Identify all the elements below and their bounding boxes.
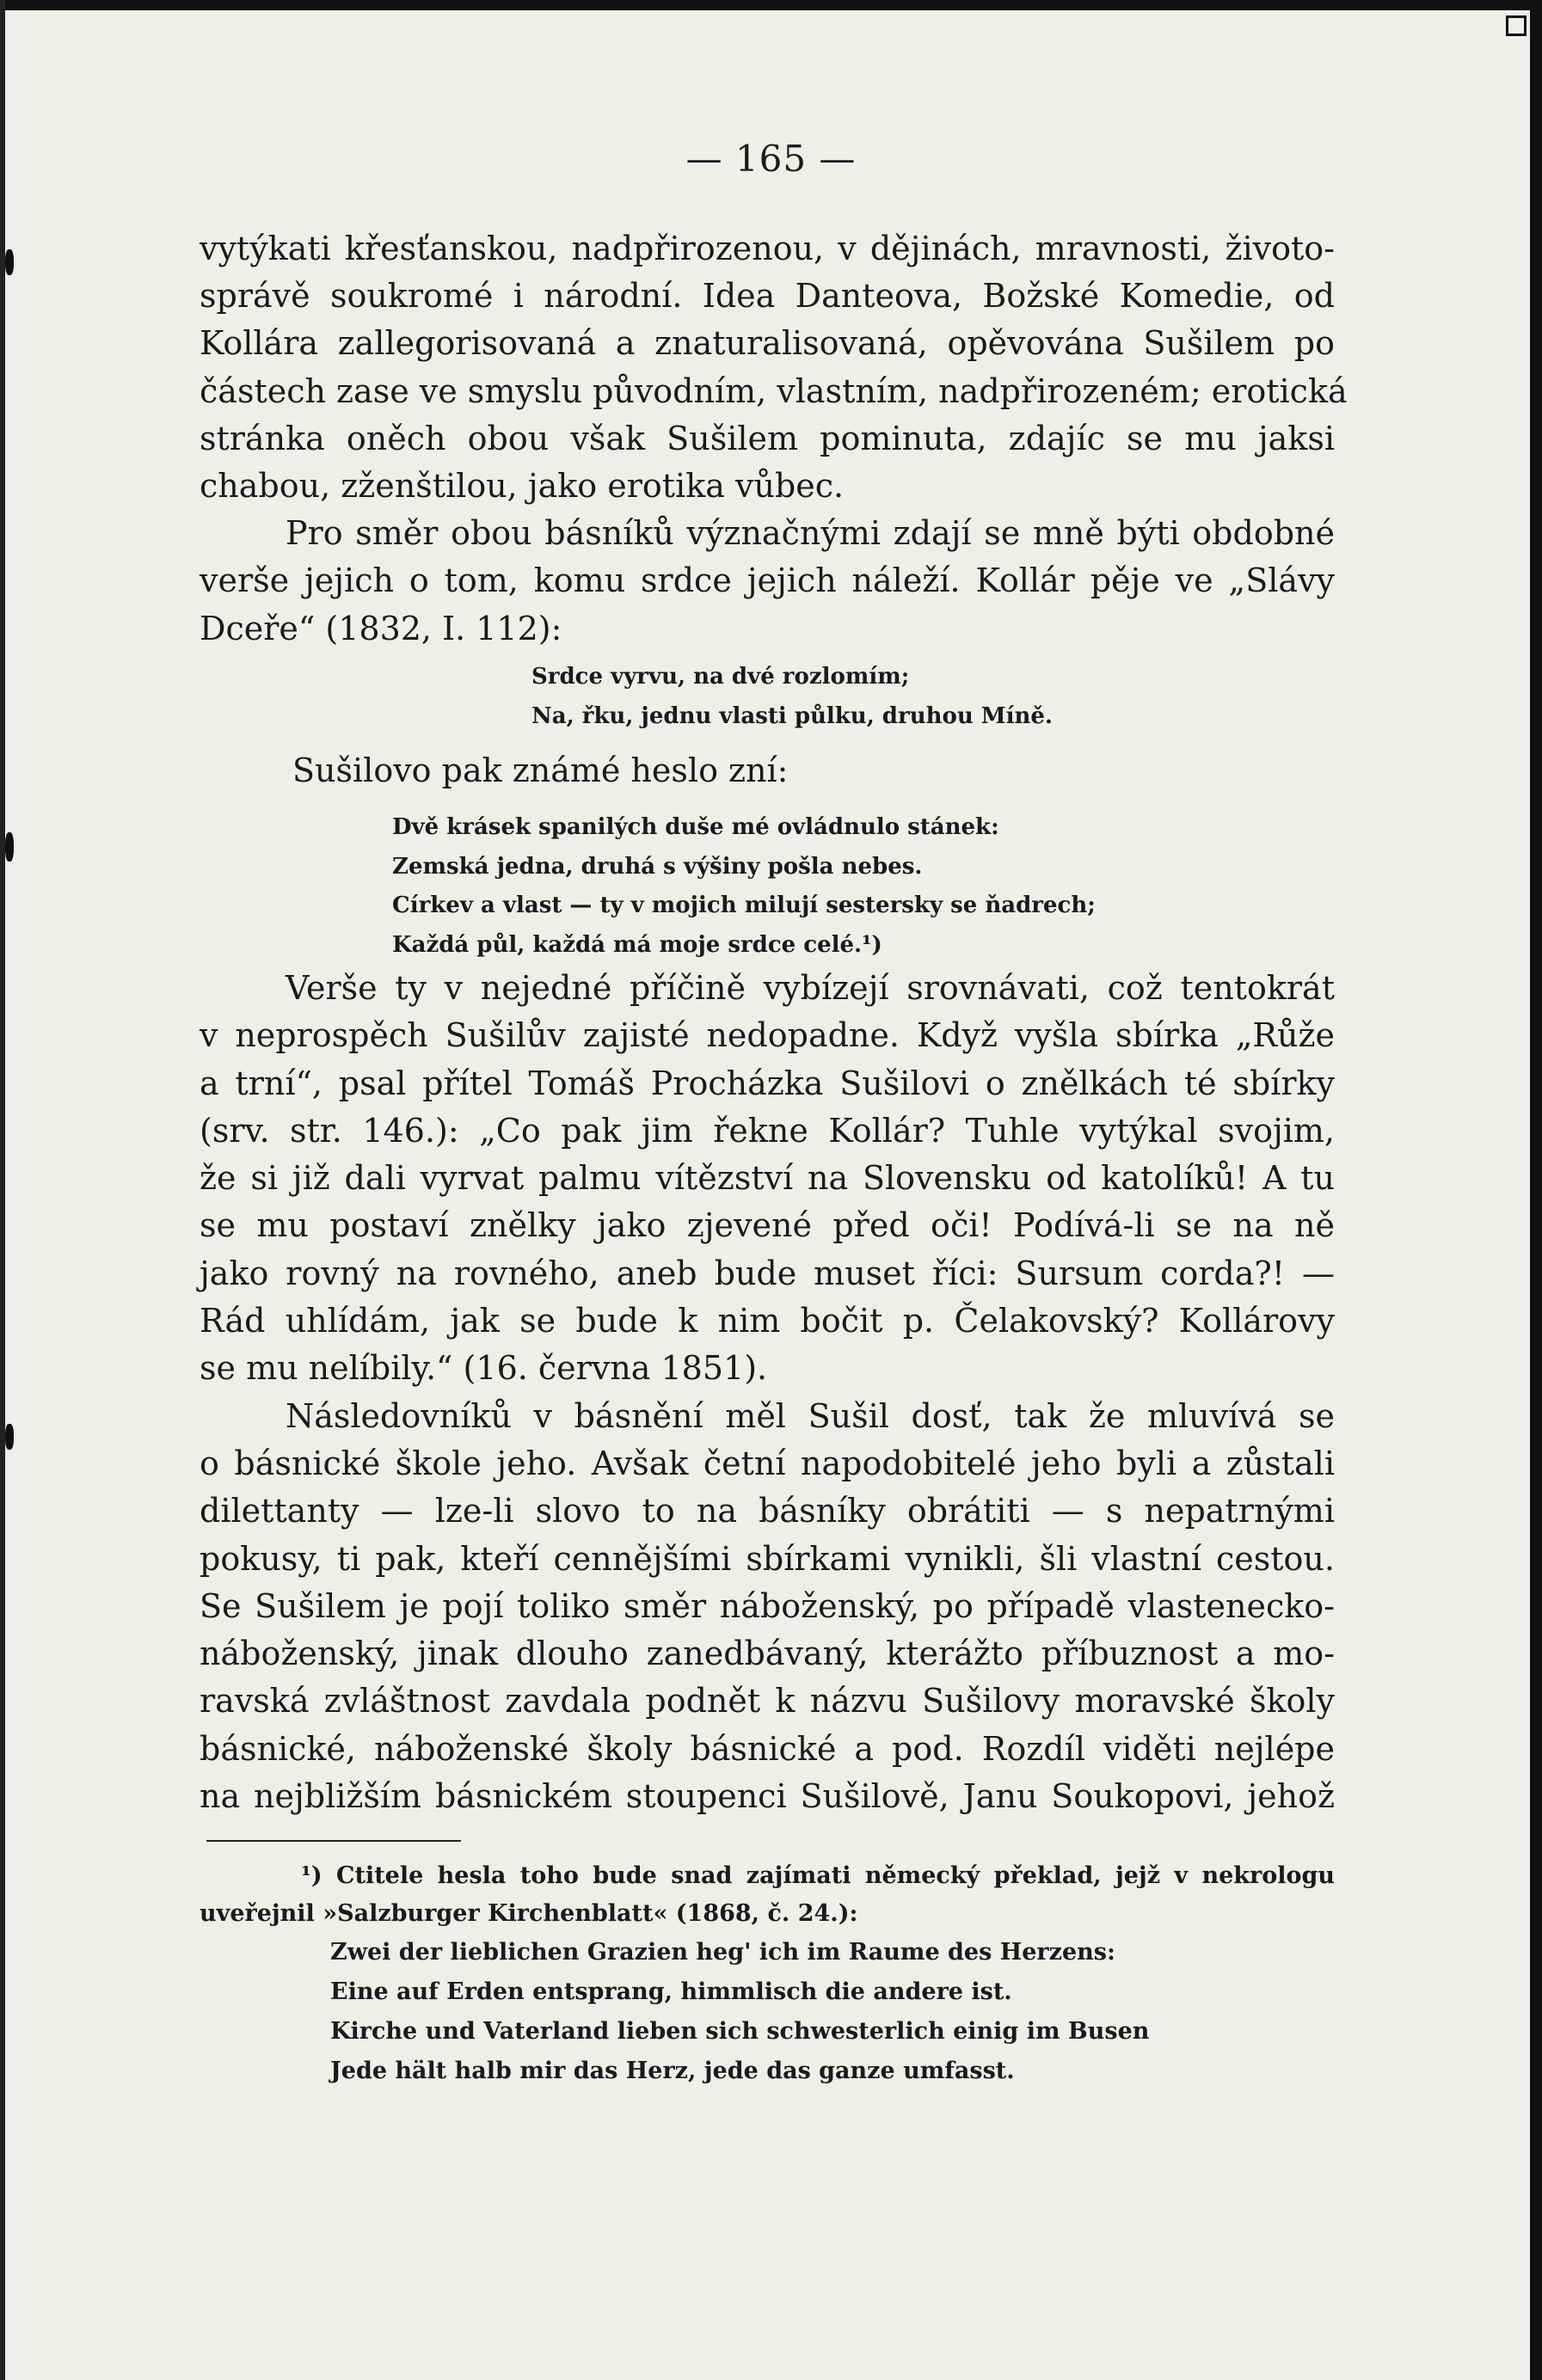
scan-border-left	[0, 0, 5, 2380]
text-line: verše jejich o tom, komu srdce jejich náleží. Kollár pěje ve „Slávy	[200, 561, 1335, 600]
scan-border-right	[1530, 0, 1542, 2380]
text-line: Kollára zallegorisovaná a znaturalisovaná, opěvována Sušilem po	[200, 324, 1335, 363]
verse-line: Kirche und Vaterland lieben sich schwesterlich einig im Busen	[330, 2018, 1150, 2045]
verse-line: Jede hält halb mir das Herz, jede das ganze umfasst.	[330, 2058, 1015, 2084]
text-line: o básnické škole jeho. Avšak četní napodobitelé jeho byli a zůstali	[200, 1444, 1335, 1482]
footnote-line: ¹) Ctitele hesla toho bude snad zajímati německý překlad, jejž v nekrologu	[301, 1862, 1335, 1889]
text-line: básnické, náboženské školy básnické a pod. Rozdíl viděti nejlépe	[200, 1729, 1335, 1768]
text-line: Dceře“ (1832, I. 112):	[200, 609, 562, 647]
scan-corner-mark	[1506, 15, 1527, 36]
text-line: se mu nelíbily.“ (16. června 1851).	[200, 1349, 768, 1388]
text-line: v neprospěch Sušilův zajisté nedopadne. Když vyšla sbírka „Růže	[200, 1016, 1335, 1055]
binding-mark	[5, 1424, 14, 1450]
scan-border-top	[0, 0, 1542, 10]
footnote-line: uveřejnil »Salzburger Kirchenblatt« (1868, č. 24.):	[200, 1900, 858, 1927]
text-line: Následovníků v básnění měl Sušil dosť, tak že mluvívá se	[286, 1396, 1335, 1435]
kollar-verse	[531, 657, 1053, 736]
text-line: ravská zvláštnost zavdala podnět k názvu Sušilovy moravské školy	[200, 1682, 1335, 1721]
text-line: jako rovný na rovného, aneb bude muset říci: Sursum corda?! —	[200, 1254, 1335, 1292]
text-line: Verše ty v nejedné příčině vybízejí srovnávati, což tentokrát	[286, 969, 1335, 1007]
verse-line: Církev a vlast — ty v mojich milují sestersky se ňadrech;	[392, 892, 1096, 918]
verse-line: Dvě krásek spanilých duše mé ovládnulo stánek:	[392, 814, 999, 840]
text-line: na nejbližším básnickém stoupenci Sušilově, Janu Soukopovi, jehož	[200, 1777, 1335, 1816]
text-line: a trní“, psal přítel Tomáš Procházka Sušilovi o znělkách té sbírky	[200, 1064, 1335, 1102]
verse-line: Každá půl, každá má moje srdce celé.¹)	[392, 931, 882, 958]
verse-line: Na, řku, jednu vlasti půlku, druhou Míně.	[531, 703, 1053, 729]
text-line: (srv. str. 146.): „Co pak jim řekne Kollár? Tuhle vytýkal svojim,	[200, 1111, 1335, 1150]
footnote	[200, 1857, 1335, 1933]
text-line: chabou, zženštilou, jako erotika vůbec.	[200, 467, 845, 506]
text-line: se mu postaví znělky jako zjevené před oči! Podívá-li se na ně	[200, 1206, 1335, 1245]
verse-line: Zwei der lieblichen Grazien heg' ich im Raume des Herzens:	[330, 1939, 1115, 1966]
text-line: pokusy, ti pak, kteří cennějšími sbírkami vynikli, šli vlastní cestou.	[200, 1539, 1335, 1578]
text-line: dilettanty — lze-li slovo to na básníky obrátiti — s nepatrnými	[200, 1492, 1335, 1530]
text-line: Pro směr obou básníků význačnými zdají se mně býti obdobné	[286, 514, 1335, 553]
main-text-part2	[200, 965, 1335, 1820]
text-line: náboženský, jinak dlouho zanedbávaný, kterážto příbuznost a mo-	[200, 1635, 1335, 1673]
verse-line: Zemská jedna, druhá s výšiny pošla nebes.	[392, 853, 923, 880]
verse-line: Eine auf Erden entsprang, himmlisch die andere ist.	[330, 1978, 1012, 2005]
binding-mark	[5, 832, 14, 862]
main-text-part1	[200, 225, 1348, 653]
binding-mark	[5, 249, 14, 275]
verse-line: Srdce vyrvu, na dvé rozlomím;	[531, 664, 910, 690]
text-line: stránka oněch obou však Sušilem pominuta, zdajíc se mu jaksi	[200, 419, 1335, 457]
text-line: částech zase ve smyslu původním, vlastním, nadpřirozeném; erotická	[200, 371, 1348, 410]
text-line: že si již dali vyrvat palmu vítězství na Slovensku od katolíků! A tu	[200, 1159, 1335, 1198]
page-number: — 165 —	[685, 138, 857, 180]
footnote-divider	[206, 1840, 461, 1842]
footnote-verse	[330, 1933, 1149, 2091]
text-line: Se Sušilem je pojí toliko směr náboženský, po případě vlastenecko-	[200, 1586, 1335, 1625]
susil-verse	[392, 808, 1096, 965]
text-line: správě soukromé i národní. Idea Danteova, Božské Komedie, od	[200, 277, 1335, 316]
susil-intro: Sušilovo pak známé heslo zní:	[292, 751, 789, 789]
text-line: vytýkati křesťanskou, nadpřirozenou, v dějinách, mravnosti, životo-	[200, 230, 1335, 267]
text-line: Rád uhlídám, jak se bude k nim bočit p. Čelakovský? Kollárovy	[200, 1302, 1335, 1340]
